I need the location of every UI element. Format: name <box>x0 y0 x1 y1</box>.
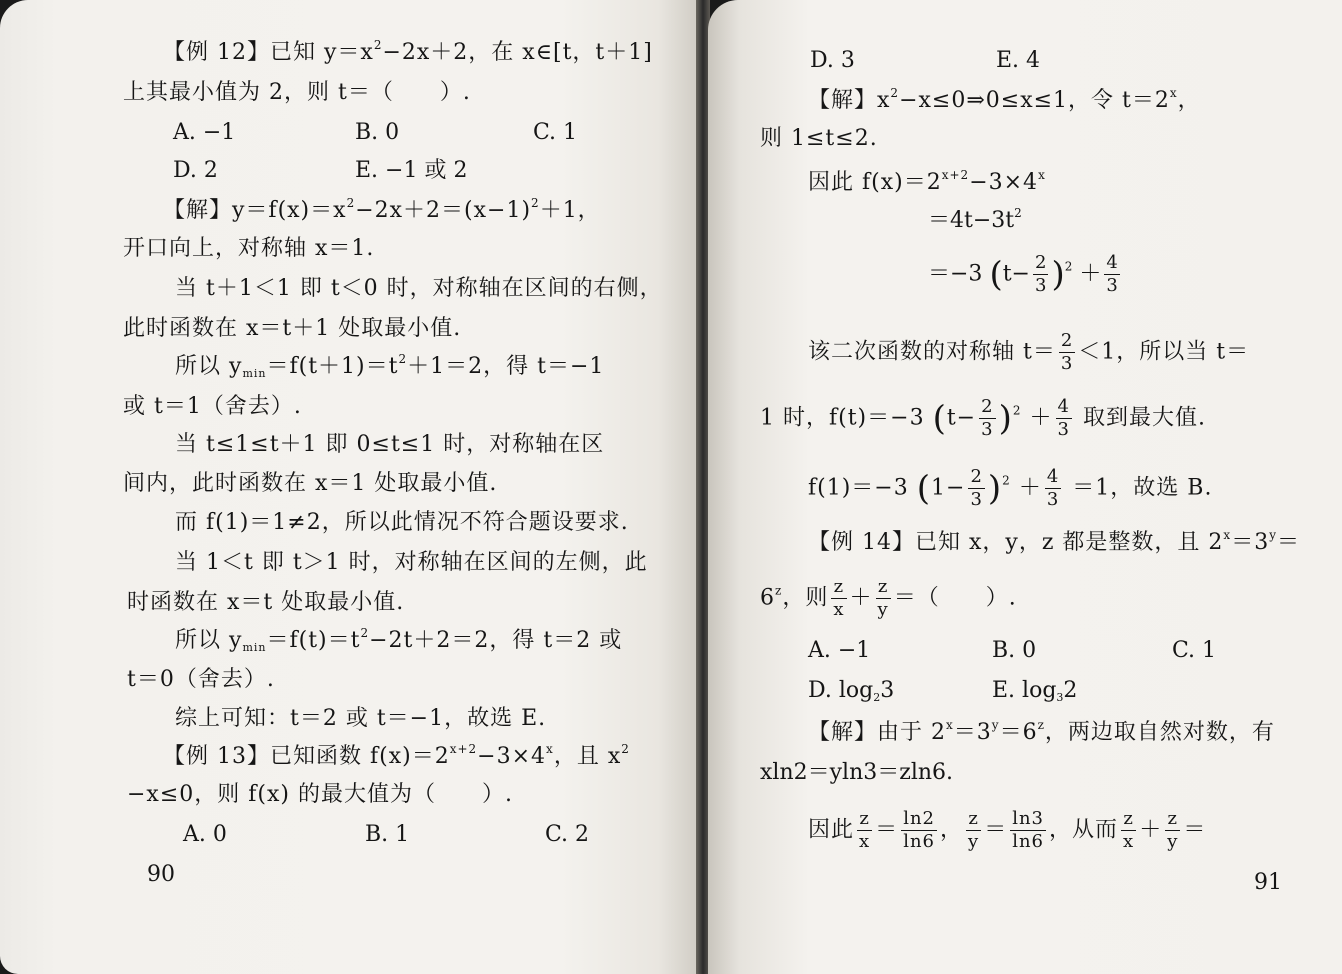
example-12-stem: 【例 12】已知 $y=x^2-2x+2$，在 x∈[t，t＋1] <box>163 38 653 65</box>
solution-14-line-2: xln2＝yln3＝zln6. <box>760 760 954 785</box>
option-13-a: A. 0 <box>183 822 227 847</box>
solution-12-case-2-result: 而 f(1)＝1≠2，所以此情况不符合题设要求. <box>175 510 629 535</box>
solution-13-derivation-1: 因此 $f(x)=2^{x+2}-3\times 4^x$ <box>808 168 1046 195</box>
option-12-a: A. −1 <box>173 120 236 145</box>
option-14-e: E. $\log_32$ <box>992 678 1078 704</box>
solution-12-conclusion: 综上可知：t＝2 或 t＝−1，故选 E. <box>175 706 547 731</box>
solution-12-case-3-cont: 时函数在 x＝t 处取最小值. <box>127 590 405 615</box>
example-14-stem: 【例 14】已知 x，y，z 都是整数，且 $2^x=3^y=$ <box>808 528 1300 555</box>
solution-13-line-2: 则 1≤t≤2. <box>760 126 878 151</box>
option-14-c: C. 1 <box>1172 638 1217 663</box>
example-13-stem-cont: −x≤0，则 f(x) 的最大值为（ ）. <box>127 782 513 807</box>
solution-12-case-1: 当 t＋1＜1 即 t＜0 时，对称轴在区间的右侧， <box>175 276 663 301</box>
option-12-c: C. 1 <box>533 120 578 145</box>
option-13-b: B. 1 <box>365 822 410 847</box>
solution-13-line-1: 【解】$x^2-x\le 0\Rightarrow 0\le x\le 1$，令 $t=2^x$， <box>808 86 1201 113</box>
solution-13-derivation-3: ＝−3 (t− $\frac{2}{3}$ )$^2$ ＋ $\frac{4}{3}$ <box>928 252 1118 296</box>
option-14-d: D. $\log_23$ <box>808 678 895 704</box>
solution-13-final: f(1)＝−3 (1− $\frac{2}{3}$ )$^2$ ＋ $\frac{4}{3}$ ＝1，故选 B. <box>808 466 1213 510</box>
solution-13-derivation-2: $=4t-3t^2$ <box>928 206 1022 233</box>
solution-12-case-3-end: t＝0（舍去）. <box>127 667 275 692</box>
option-13-d: D. 3 <box>810 48 855 73</box>
page-number-left: 90 <box>147 862 175 887</box>
example-14-stem-cont: 6$^z$，则 $\frac{z}{x}$ ＋ $\frac{z}{y}$ ＝（ ）. <box>760 576 1017 620</box>
solution-12-case-2: 当 t≤1≤t＋1 即 0≤t≤1 时，对称轴在区 <box>175 432 605 457</box>
option-13-e: E. 4 <box>996 48 1041 73</box>
page-number-right: 91 <box>1254 870 1282 895</box>
option-12-b: B. 0 <box>355 120 400 145</box>
solution-13-max: 1 时，f(t)＝−3 (t− $\frac{2}{3}$ )$^2$ ＋ $\frac{4}{3}$ 取到最大值. <box>760 396 1206 440</box>
solution-12-case-3: 当 1＜t 即 t＞1 时，对称轴在区间的左侧，此 <box>175 550 648 575</box>
solution-13-axis: 该二次函数的对称轴 t＝ $\frac{2}{3}$ ＜1，所以当 t＝ <box>808 330 1250 374</box>
example-13-stem: 【例 13】已知函数 $f(x)=2^{x+2}-3\times 4^x$，且 $x^2$ <box>163 742 630 769</box>
solution-12-case-1-result: 所以 $y_{min}=f(t+1)=t^2+1=2$，得 t＝−1 <box>175 352 605 380</box>
solution-12-case-3-result: 所以 $y_{min}=f(t)=t^2-2t+2=2$，得 t＝2 或 <box>175 626 623 654</box>
option-12-e: E. −1 或 2 <box>355 158 468 183</box>
option-12-d: D. 2 <box>173 158 218 183</box>
solution-12-case-1-end: 或 t＝1（舍去）. <box>123 394 302 419</box>
solution-12-case-1-cont: 此时函数在 x＝t＋1 处取最小值. <box>123 316 462 341</box>
solution-14-line-1: 【解】由于 $2^x=3^y=6^z$，两边取自然对数，有 <box>808 718 1275 745</box>
example-12-stem-cont: 上其最小值为 2，则 t＝（ ）. <box>123 80 471 105</box>
solution-12-line-2: 开口向上，对称轴 x＝1. <box>123 236 375 261</box>
solution-12-case-2-cont: 间内，此时函数在 x＝1 处取最小值. <box>123 471 498 496</box>
option-14-b: B. 0 <box>992 638 1037 663</box>
solution-12-line-1: 【解】$y=f(x)=x^2-2x+2=(x-1)^2+1$， <box>163 196 601 223</box>
option-14-a: A. −1 <box>808 638 871 663</box>
solution-14-line-3: 因此 $\frac{z}{x}$ ＝ $\frac{\ln 2}{\ln 6}$ ， $\frac{z}{y}$ ＝ $\frac{\ln 3}{\ln 6}$ ，从而 $\frac{z}{x}$ ＋ $\frac{z}{y}$ ＝ <box>808 808 1207 852</box>
right-page <box>708 0 1342 974</box>
option-13-c: C. 2 <box>545 822 590 847</box>
